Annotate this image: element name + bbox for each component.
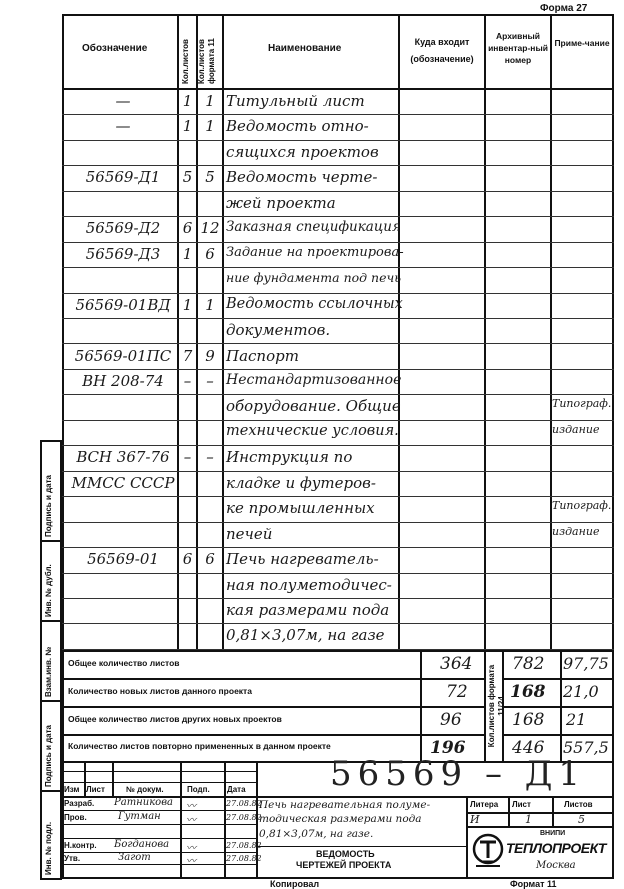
row-name: Паспорт (226, 346, 299, 365)
row-sheets: 6 (182, 219, 193, 238)
prov-date: 27.08.82 (226, 813, 262, 822)
table-row (62, 217, 614, 242)
frame-top (62, 14, 614, 16)
razrab-date: 27.08.82 (226, 799, 262, 808)
list-label: Лист (512, 800, 531, 809)
table-row (62, 574, 614, 599)
total-fmt2: 97,75 (563, 654, 609, 673)
row-sheets: 5 (182, 168, 193, 187)
header-sheets-format: Кол.листов формата 11 (197, 38, 216, 84)
row-format: 6 (205, 244, 215, 263)
copied-label: Копировал (270, 879, 320, 889)
row-sheets: 7 (182, 346, 193, 365)
row-name: Печь нагреватель- (226, 550, 379, 569)
org-name: ТЕПЛОПРОЕКТ (506, 840, 606, 856)
header-where-goes: Куда входит (обозначение) (410, 37, 474, 64)
table-row (62, 115, 614, 140)
row-name: Заказная спецификация (226, 219, 401, 236)
row-name: Ведомость ссылочных (226, 295, 403, 312)
total-label: Общее количество листов (68, 658, 180, 668)
litera-value: И (470, 813, 480, 826)
table-row (62, 497, 614, 522)
row-sheets: – (183, 448, 192, 467)
row-sheets: 1 (182, 244, 193, 263)
row-designation: 56569-01ВД (75, 295, 171, 314)
row-sheets: 1 (182, 295, 193, 314)
side-inv-orig: Инв. № подл. (44, 821, 53, 875)
table-row (62, 345, 614, 370)
form-label: Форма 27 (540, 3, 588, 14)
row-name: жей проекта (226, 193, 336, 212)
nkontr-name: Богданова (114, 839, 170, 850)
reused-fmt2: 557,5 (563, 738, 609, 757)
side-sign-date-2: Подпись и дата (44, 725, 53, 787)
listov-value: 5 (578, 813, 585, 826)
table-row (62, 319, 614, 344)
table-row (62, 370, 614, 395)
other-label: Общее количество листов других новых проектов (68, 714, 282, 724)
reused-value: 196 (430, 738, 466, 758)
row-name: ке промышленных (226, 499, 375, 518)
col-sign: Подп. (187, 785, 210, 794)
side-vzam: Взам.инв. № (44, 646, 53, 697)
row-sheets: 1 (182, 92, 193, 110)
row-name: кая размерами пода (226, 601, 390, 619)
nkontr-sign: 〰 (186, 843, 196, 854)
new-label: Количество новых листов данного проекта (68, 686, 252, 696)
table-row (62, 192, 614, 217)
side-inv-dubl: Инв. № дубл. (44, 564, 53, 617)
other-fmt: 168 (512, 710, 545, 730)
org-city: Москва (536, 860, 576, 871)
org-top: ВНИПИ (540, 830, 566, 837)
row-designation: — (115, 92, 131, 110)
row-note: Типограф. (552, 397, 612, 411)
row-designation: 56569-01ПС (74, 346, 172, 365)
table-row (62, 141, 614, 166)
row-format: – (206, 448, 214, 467)
table-row (62, 421, 614, 446)
row-name: оборудование. Общие (226, 397, 401, 416)
col-izm: Изм (64, 785, 80, 794)
table-row (62, 166, 614, 191)
row-designation: 56569-Д2 (85, 219, 161, 238)
row-name: Титульный лист (226, 92, 365, 110)
row-designation: ВСН 367-76 (76, 448, 170, 467)
razrab-name: Ратникова (114, 797, 173, 808)
project-title-2: тодическая размерами пода (259, 813, 422, 825)
row-designation: 56569-Д3 (85, 244, 161, 263)
prov-name: Гутман (118, 811, 161, 822)
row-designation: 56569-01 (87, 550, 159, 569)
fmt-caption: Кол.листов формата 11/24 (487, 664, 506, 748)
row-name: 0,81×3,07м, на газе (226, 626, 385, 645)
doc-title-2: ЧЕРТЕЖЕЙ ПРОЕКТА (296, 860, 392, 870)
row-name: сящихся проектов (226, 142, 379, 161)
project-title-1: Печь нагревательная полуме- (259, 799, 431, 811)
row-name: Ведомость черте- (226, 168, 378, 187)
row-designation: 56569-Д1 (85, 168, 161, 187)
row-designation: — (115, 117, 131, 136)
new-fmt: 168 (510, 682, 546, 702)
table-row (62, 294, 614, 319)
other-fmt2: 21 (566, 710, 587, 729)
prov-label: Пров. (64, 813, 87, 822)
row-name: кладке и футеров- (226, 473, 376, 492)
row-name: ная полуметодичес- (226, 575, 392, 594)
side-sign-date-1: Подпись и дата (44, 475, 53, 537)
row-format: 5 (205, 168, 215, 187)
row-format: – (206, 371, 214, 390)
row-name: технические условия. (226, 422, 399, 439)
table-row (62, 243, 614, 268)
razrab-label: Разраб. (64, 799, 95, 808)
header-designation: Обозначение (82, 43, 148, 54)
header-notes: Приме-чание (554, 38, 610, 48)
other-value: 96 (440, 710, 462, 730)
row-designation: ВН 208-74 (82, 371, 164, 390)
utv-label: Утв. (64, 854, 81, 863)
row-name: документов. (226, 321, 331, 340)
row-name: ние фундамента под печь (226, 270, 402, 286)
table-row (62, 268, 614, 293)
doc-title-1: ВЕДОМОСТЬ (316, 849, 375, 859)
row-sheets: 6 (182, 550, 193, 569)
header-archive: Архивный инвентар-ный номер (488, 31, 548, 65)
col-doc: № докум. (126, 785, 164, 794)
row-format: 9 (205, 346, 215, 365)
reused-fmt: 446 (512, 738, 545, 758)
organization-logo-icon (472, 832, 504, 870)
header-sheets-count: Кол.листов (181, 39, 190, 84)
listov-label: Листов (564, 800, 593, 809)
format-label: Формат 11 (510, 879, 557, 889)
total-fmt: 782 (512, 654, 545, 674)
razrab-sign: 〰 (186, 801, 196, 812)
utv-date: 27.08.82 (226, 854, 262, 863)
reused-label: Количество листов повторно примененных в данном проекте (68, 741, 331, 751)
document-code: 56569 – Д1 (330, 754, 587, 794)
row-name: печей (226, 524, 273, 543)
row-name: Инструкция по (226, 448, 353, 467)
row-designation: ММСС СССР (71, 473, 175, 492)
table-row (62, 599, 614, 624)
list-value: 1 (525, 813, 532, 826)
row-sheets: – (183, 371, 192, 390)
col-list: Лист (86, 785, 105, 794)
row-name: Ведомость отно- (226, 117, 369, 136)
col-date: Дата (227, 785, 246, 794)
table-row (62, 624, 614, 649)
nkontr-date: 27.08.82 (226, 841, 262, 850)
prov-sign: 〰 (186, 815, 196, 826)
total-value: 364 (440, 654, 473, 674)
table-row (62, 523, 614, 548)
row-note: издание (552, 524, 600, 538)
row-sheets: 1 (182, 117, 193, 136)
nkontr-label: Н.контр. (64, 841, 97, 850)
row-note: издание (552, 422, 600, 436)
new-fmt2: 21,0 (563, 682, 599, 701)
table-row (62, 446, 614, 471)
utv-sign: 〰 (186, 856, 196, 867)
row-format: 6 (205, 550, 215, 569)
row-format: 1 (205, 295, 215, 314)
row-name: Нестандартизованное (226, 371, 402, 388)
table-row (62, 395, 614, 420)
row-name: Задание на проектирова- (226, 244, 404, 260)
utv-name: Загот (118, 852, 151, 863)
new-value: 72 (446, 682, 468, 702)
row-format: 1 (205, 92, 215, 110)
table-row (62, 472, 614, 497)
table-row (62, 548, 614, 573)
table-row (62, 90, 614, 115)
row-format: 12 (200, 219, 220, 238)
litera-label: Литера (470, 800, 499, 809)
project-title-3: 0,81×3,07м, на газе. (259, 828, 374, 840)
header-name: Наименование (268, 43, 342, 54)
row-format: 1 (205, 117, 215, 136)
row-note: Типограф. (552, 499, 612, 513)
